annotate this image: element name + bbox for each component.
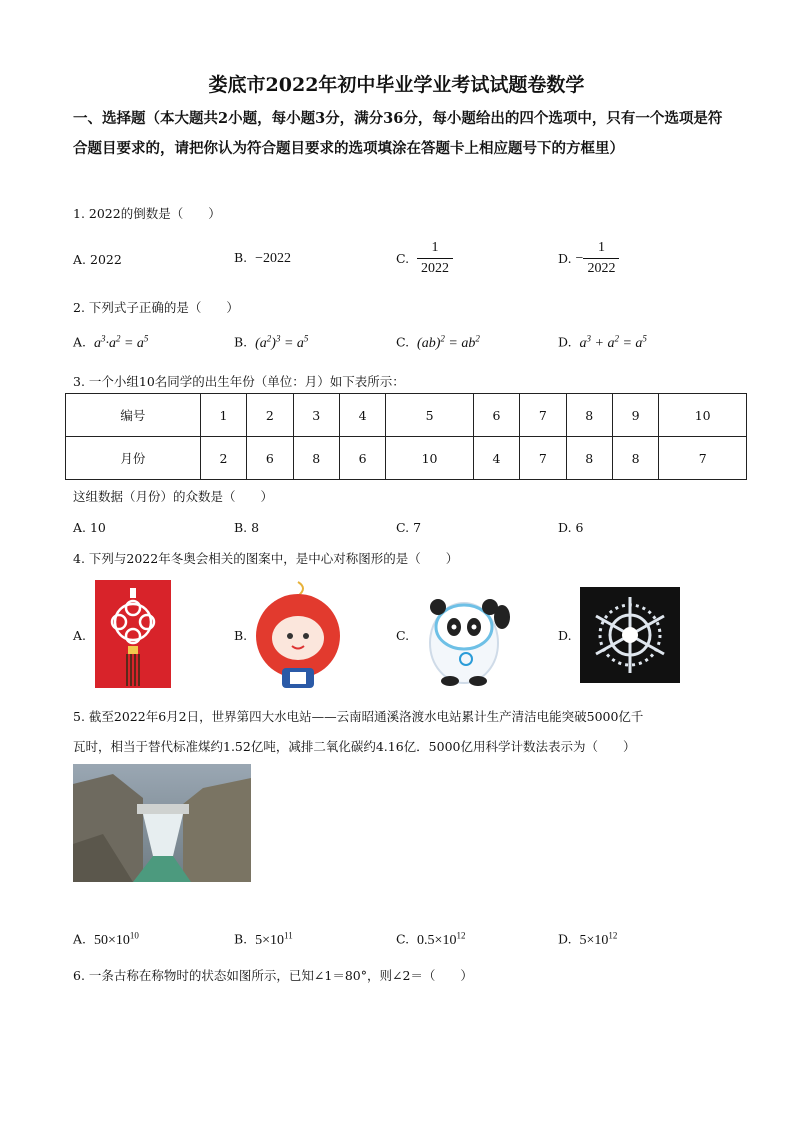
q4-option-c-label[interactable]: C. bbox=[396, 628, 410, 643]
table-row-id: 编号 1 2 3 4 5 6 7 8 9 10 bbox=[66, 394, 747, 437]
q3-option-c[interactable]: C. 7 bbox=[396, 520, 422, 535]
question-1-stem: 1. 2022的倒数是（ ） bbox=[73, 206, 221, 221]
q4-option-a-label[interactable]: A. bbox=[73, 628, 87, 643]
q2-option-d[interactable]: D. $a^3 + a^2 = a^5$ bbox=[558, 333, 647, 351]
q3-option-d[interactable]: D. 6 bbox=[558, 520, 584, 535]
q1-option-c[interactable]: C. $\frac{1}{2022}$ bbox=[396, 240, 453, 277]
question-3-followup: 这组数据（月份）的众数是（ ） bbox=[73, 489, 274, 504]
q2-option-b[interactable]: B. $(a^2)^3 = a^5$ bbox=[234, 333, 309, 351]
q2-option-c[interactable]: C. $(ab)^2 = ab^2$ bbox=[396, 333, 480, 351]
hydropower-dam-photo bbox=[73, 764, 251, 882]
question-5-line-2: 瓦时，相当于替代标准煤约1.52亿吨，减排二氧化碳约4.16亿．5000亿用科学计数法表示为（ ） bbox=[73, 739, 636, 754]
q5-option-b[interactable]: B. $5\times 10^{11}$ bbox=[234, 930, 293, 948]
q1-option-b[interactable]: B. −2022 bbox=[234, 250, 292, 266]
q5-option-c[interactable]: C. $0.5\times 10^{12}$ bbox=[396, 930, 466, 948]
panda-mascot-image bbox=[414, 587, 514, 687]
q4-option-b-label[interactable]: B. bbox=[234, 628, 248, 643]
question-2-stem: 2. 下列式子正确的是（ ） bbox=[73, 300, 239, 315]
page-title: 娄底市2022年初中毕业学业考试试题卷数学 bbox=[208, 74, 585, 96]
question-5-line-1: 5. 截至2022年6月2日，世界第四大水电站——云南昭通溪洛渡水电站累计生产清洁电能突破5000亿千 bbox=[73, 709, 644, 724]
question-4-stem: 4. 下列与2022年冬奥会相关的图案中，是中心对称图形的是（ ） bbox=[73, 551, 459, 566]
lantern-mascot-image bbox=[252, 578, 344, 690]
chinese-knot-image bbox=[95, 580, 171, 688]
data-table bbox=[65, 393, 747, 480]
q2-option-a[interactable]: A. $a^3\cdot a^2 = a^5$ bbox=[73, 333, 149, 351]
q5-option-a[interactable]: A. $50\times 10^{10}$ bbox=[73, 930, 139, 948]
question-3-stem: 3. 一个小组10名同学的出生年份（单位：月）如下表所示： bbox=[73, 374, 405, 389]
q3-option-a[interactable]: A. 10 bbox=[73, 520, 106, 535]
q1-option-a[interactable]: A. 2022 bbox=[73, 252, 122, 267]
q4-option-d-label[interactable]: D. bbox=[558, 628, 572, 643]
q5-option-d[interactable]: D. $5\times 10^{12}$ bbox=[558, 930, 618, 948]
q3-option-b[interactable]: B. 8 bbox=[234, 520, 260, 535]
section-heading: 一、选择题（本大题共2小题，每小题3分，满分36分，每小题给出的四个选项中，只有一个选项是符合题目要求的，请把你认为符合题目要求的选项填涂在答题卡上相应题号下的方框里） bbox=[73, 110, 723, 157]
q1-option-d[interactable]: D. − $\frac{1}{2022}$ bbox=[558, 240, 619, 277]
snowflake-image bbox=[580, 587, 680, 683]
table-row-month: 月份 2 6 8 6 10 4 7 8 8 7 bbox=[66, 437, 747, 480]
question-6-stem: 6. 一条古称在称物时的状态如图所示，已知∠1＝80°，则∠2＝（ ） bbox=[73, 968, 473, 983]
